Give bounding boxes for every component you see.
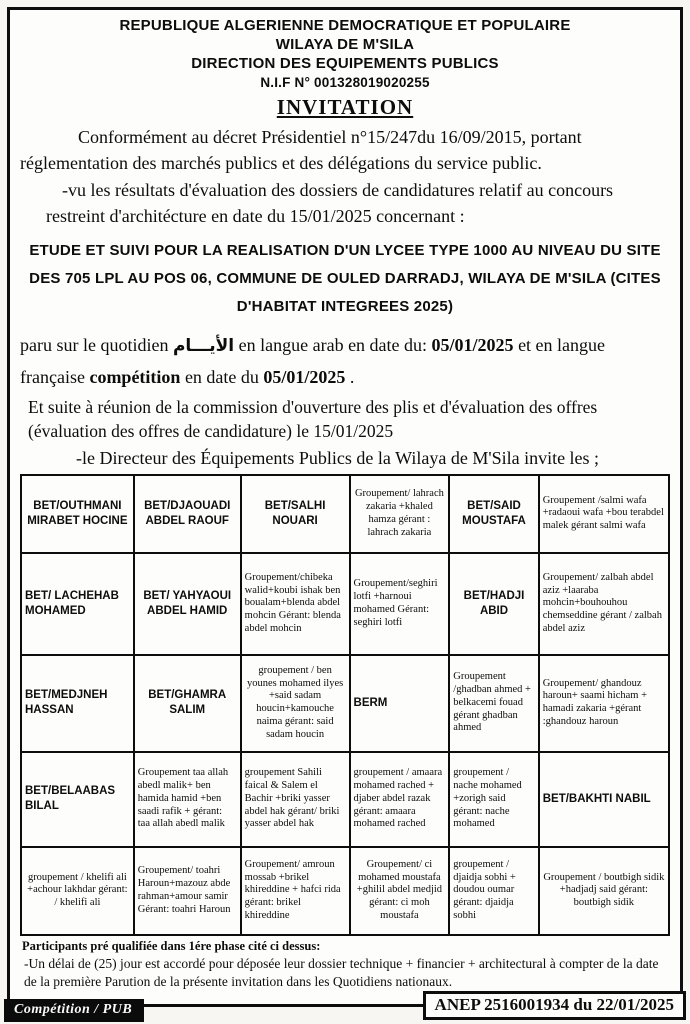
project-subject: ETUDE ET SUIVI POUR LA REALISATION D'UN LYCEE TYPE 1000 AU NIVEAU DU SITE DES 705 LPL AU POS 06, COMMUNE DE OULED DARRADJ, WILAYA DE M'SILA (CITES D'HABITAT INTEGREES 2025) [29,242,661,315]
note-prequalified: Participants pré qualifiée dans 1ére phase cité ci dessus: [22,938,321,953]
invitation-title: INVITATION [276,95,414,119]
table-cell: Groupement / boutbigh sidik +hadjadj said gérant: boutbigh sidik [539,847,669,935]
table-cell: Groupement taa allah abedl malik+ ben hamida hamid +ben saadi rafik + gérant: taa allah abedl malik [134,752,241,847]
table-row [21,553,669,655]
publication-date-fr: 05/01/2025 [263,367,346,388]
table-cell: BET/SAID MOUSTAFA [449,475,538,553]
table-cell: BET/DJAOUADI ABDEL RAOUF [134,475,241,553]
table-cell: BET/MEDJNEH HASSAN [21,655,134,752]
paragraph-results: -vu les résultats d'évaluation des dossiers de candidatures relatif au concours restreint d'architécture en date du 15/01/2025 concernant : [46,180,614,227]
table-cell: BET/SALHI NOUARI [241,475,350,553]
paragraph-commission: Et suite à réunion de la commission d'ouverture des plis et d'évaluation des offres (évaluation des offres de candidature) le 15/01/2025 [28,396,598,442]
header-nif: N.I.F N° 001328019020255 [260,75,430,90]
header-direction: DIRECTION DES EQUIPEMENTS PUBLICS [191,55,499,72]
table-cell: groupement / ben younes mohamed ilyes +said sadam houcin+kamouche naima gérant: said sadam houcin [241,655,350,752]
table-cell: groupement Sahili faical & Salem el Bachir +briki yasser abdel hak gérant/ briki yasser abdel hak [241,752,350,847]
table-cell: groupement / amaara mohamed rached + djaber abdel razak gérant: amaara mohamed rached [350,752,450,847]
table-cell: groupement / djaidja sobhi + doudou oumar gérant: djaidja sobhi [449,847,538,935]
table-cell: BET/ YAHYAOUI ABDEL HAMID [134,553,241,655]
table-cell: Groupement/ ghandouz haroun+ saami hicham + hamadi zakaria +gérant :ghandouz haroun [539,655,669,752]
table-cell: Groupement/ lahrach zakaria +khaled hamza gérant : lahrach zakaria [350,475,450,553]
table-cell: BET/ LACHEHAB MOHAMED [21,553,134,655]
table-cell: Groupement/seghiri lotfi +harnoui mohamed Gérant: seghiri lotfi [350,553,450,655]
anep-reference-box: ANEP 2516001934 du 22/01/2025 [423,991,686,1020]
table-cell: BET/BAKHTI NABIL [539,752,669,847]
table-cell: BET/OUTHMANI MIRABET HOCINE [21,475,134,553]
table-cell: BERM [350,655,450,752]
table-cell: Groupement/ zalbah abdel aziz +laaraba mohcin+bouhouhou chemseddine gérant / zalbah abdel aziz [539,553,669,655]
paragraph-invite: -le Directeur des Équipements Publics de la Wilaya de M'Sila invite les ; [76,447,600,468]
french-newspaper-name: compétition [89,367,181,388]
candidates-table [20,474,670,936]
publication-text: paru sur le quotidien [20,334,173,355]
document-page [7,7,683,1007]
table-row [21,475,669,553]
table-cell: Groupement /salmi wafa +radaoui wafa +bou terabdel malek gérant salmi wafa [539,475,669,553]
competition-pub-stamp: Compétition / PUB [4,999,144,1022]
header-wilaya: WILAYA DE M'SILA [275,36,415,53]
table-cell: groupement / nache mohamed +zorigh said gérant: nache mohamed [449,752,538,847]
table-row [21,847,669,935]
header-republic: REPUBLIQUE ALGERIENNE DEMOCRATIQUE ET POPULAIRE [119,17,571,34]
table-cell: Groupement /ghadban ahmed + belkacemi fouad gérant ghadban ahmed [449,655,538,752]
note-deadline: -Un délai de (25) jour est accordé pour déposée leur dossier technique + financier + architectural à compter de la date de la première Parution de la présente invitation dans les Quotidiens nationaux. [24,955,659,989]
paragraph-decree: Conformément au décret Présidentiel n°15/247du 16/09/2015, portant réglementation des marchés publics et des délégations du service public. [20,127,582,174]
table-cell: BET/HADJI ABID [449,553,538,655]
table-cell: Groupement/ ci mohamed moustafa +ghilil abdel medjid gérant: ci moh moustafa [350,847,450,935]
publication-date-ar: 05/01/2025 [431,334,514,355]
table-cell: Groupement/ amroun mossab +brikel khireddine + hafci rida gérant: brikel khireddine [241,847,350,935]
table-row [21,655,669,752]
arabic-newspaper-name: الأيـــام [172,335,235,356]
table-row [21,752,669,847]
table-cell: Groupement/ toahri Haroun+mazouz abde rahman+amour samir Gérant: toahri Haroun [134,847,241,935]
paragraph-publication: paru sur le quotidien الأيـــام en langue arab en date du: 05/01/2025 et en langue française compétition en date du 05/01/2025 . [20,334,606,388]
table-cell: BET/GHAMRA SALIM [134,655,241,752]
table-cell: Groupement/chibeka walid+koubi ishak ben boualam+blenda abdel mohcin Gérant: blenda abdel mohcin [241,553,350,655]
table-cell: BET/BELAABAS BILAL [21,752,134,847]
table-cell: groupement / khelifi ali +achour lakhdar gérant: / khelifi ali [21,847,134,935]
